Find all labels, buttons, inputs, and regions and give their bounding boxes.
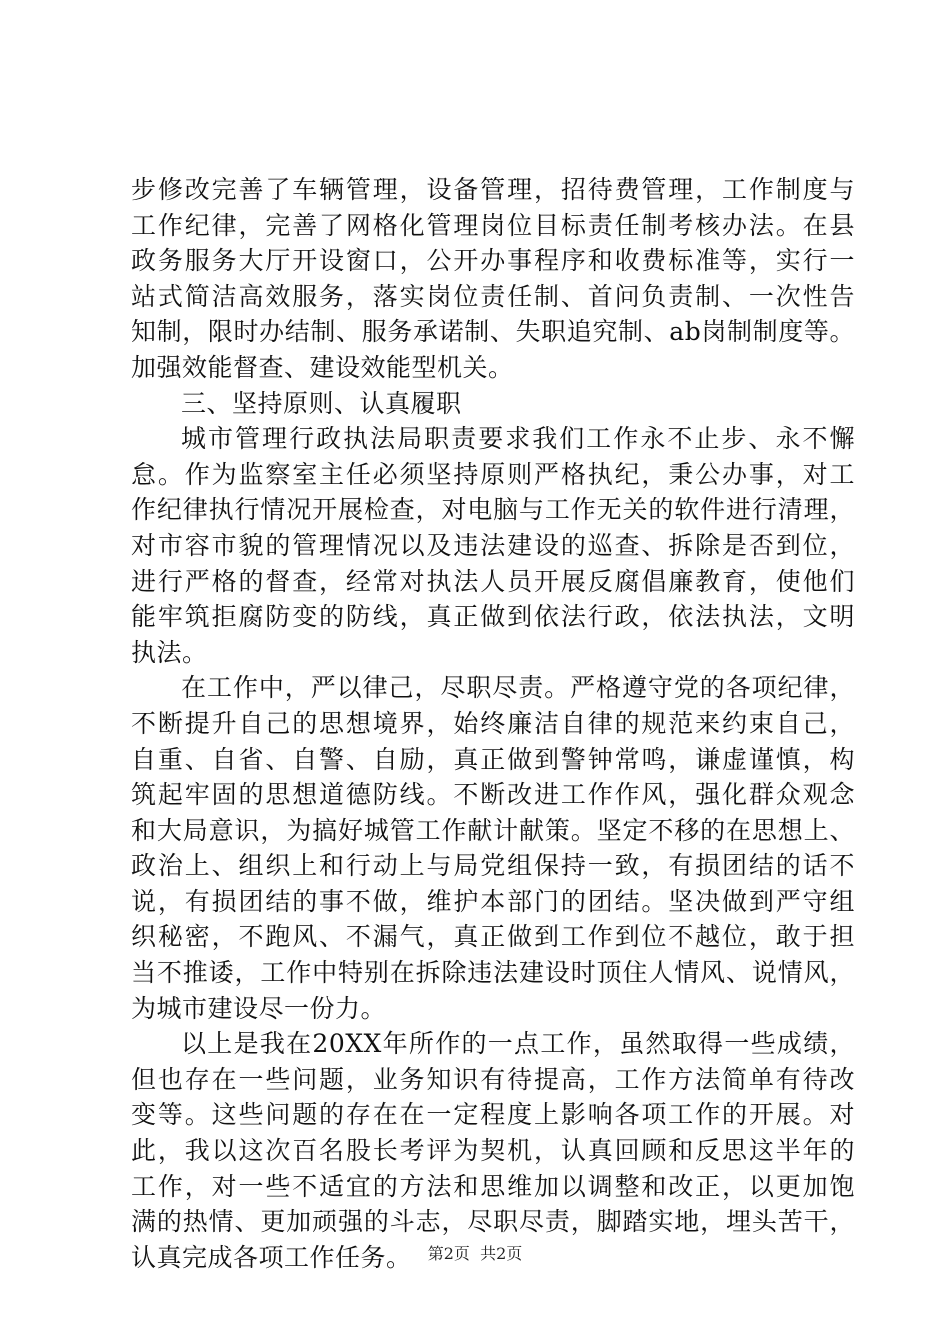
text-line: 以上是我在20XX年所作的一点工作，虽然取得一些成绩， — [181, 1029, 855, 1059]
text-line: 执法。 — [131, 637, 208, 667]
text-line: 不断提升自己的思想境界，始终廉洁自律的规范来约束自己， — [131, 708, 855, 738]
text-line: 为城市建设尽一份力。 — [131, 993, 387, 1023]
text-line: 此，我以这次百名股长考评为契机，认真回顾和反思这半年的 — [131, 1136, 855, 1166]
text-line: 自重、自省、自警、自励，真正做到警钟常鸣，谦虚谨慎，构 — [131, 744, 855, 774]
text-line: 工作纪律，完善了网格化管理岗位目标责任制考核办法。在县 — [131, 210, 855, 240]
text-line: 对市容市貌的管理情况以及违法建设的巡查、拆除是否到位， — [131, 530, 855, 560]
text-line: 站式简洁高效服务，落实岗位责任制、首问负责制、一次性告 — [131, 281, 855, 311]
document-body — [131, 172, 855, 1275]
text-line: 知制，限时办结制、服务承诺制、失职追究制、ab岗制制度等。 — [131, 317, 855, 347]
text-line: 政务服务大厅开设窗口，公开办事程序和收费标准等，实行一 — [131, 246, 855, 276]
text-line: 步修改完善了车辆管理，设备管理，招待费管理，工作制度与 — [131, 175, 855, 204]
page-number: 第2页 共2页 — [427, 1244, 523, 1263]
text-line: 变等。这些问题的存在在一定程度上影响各项工作的开展。对 — [131, 1100, 855, 1130]
text-line: 怠。作为监察室主任必须坚持原则严格执纪，秉公办事，对工 — [131, 459, 855, 489]
text-line: 工作，对一些不适宜的方法和思维加以调整和改正，以更加饱 — [131, 1171, 855, 1201]
text-line: 织秘密，不跑风、不漏气，真正做到工作到位不越位，敢于担 — [131, 922, 855, 952]
text-line: 作纪律执行情况开展检查，对电脑与工作无关的软件进行清理， — [131, 495, 855, 525]
page-footer — [0, 1244, 950, 1264]
text-line: 加强效能督查、建设效能型机关。 — [131, 352, 514, 382]
text-line: 满的热情、更加顽强的斗志，尽职尽责，脚踏实地，埋头苦干， — [131, 1207, 855, 1237]
text-line: 认真完成各项工作任务。 — [131, 1242, 412, 1272]
text-line: 进行严格的督查，经常对执法人员开展反腐倡廉教育，使他们 — [131, 566, 855, 596]
text-line: 但也存在一些问题，业务知识有待提高，工作方法简单有待改 — [131, 1064, 855, 1094]
text-line: 和大局意识，为搞好城管工作献计献策。坚定不移的在思想上、 — [131, 815, 855, 845]
text-line: 城市管理行政执法局职责要求我们工作永不止步、永不懈 — [181, 424, 855, 454]
text-line: 在工作中，严以律己，尽职尽责。严格遵守党的各项纪律， — [181, 673, 855, 703]
text-line: 政治上、组织上和行动上与局党组保持一致，有损团结的话不 — [131, 851, 855, 881]
text-line: 当不推诿，工作中特别在拆除违法建设时顶住人情风、说情风， — [131, 958, 855, 988]
text-line: 说，有损团结的事不做，维护本部门的团结。坚决做到严守组 — [131, 886, 855, 916]
section-heading: 三、坚持原则、认真履职 — [181, 388, 462, 418]
text-line: 筑起牢固的思想道德防线。不断改进工作作风，强化群众观念 — [131, 780, 855, 810]
text-line: 能牢筑拒腐防变的防线，真正做到依法行政，依法执法，文明 — [131, 602, 855, 632]
